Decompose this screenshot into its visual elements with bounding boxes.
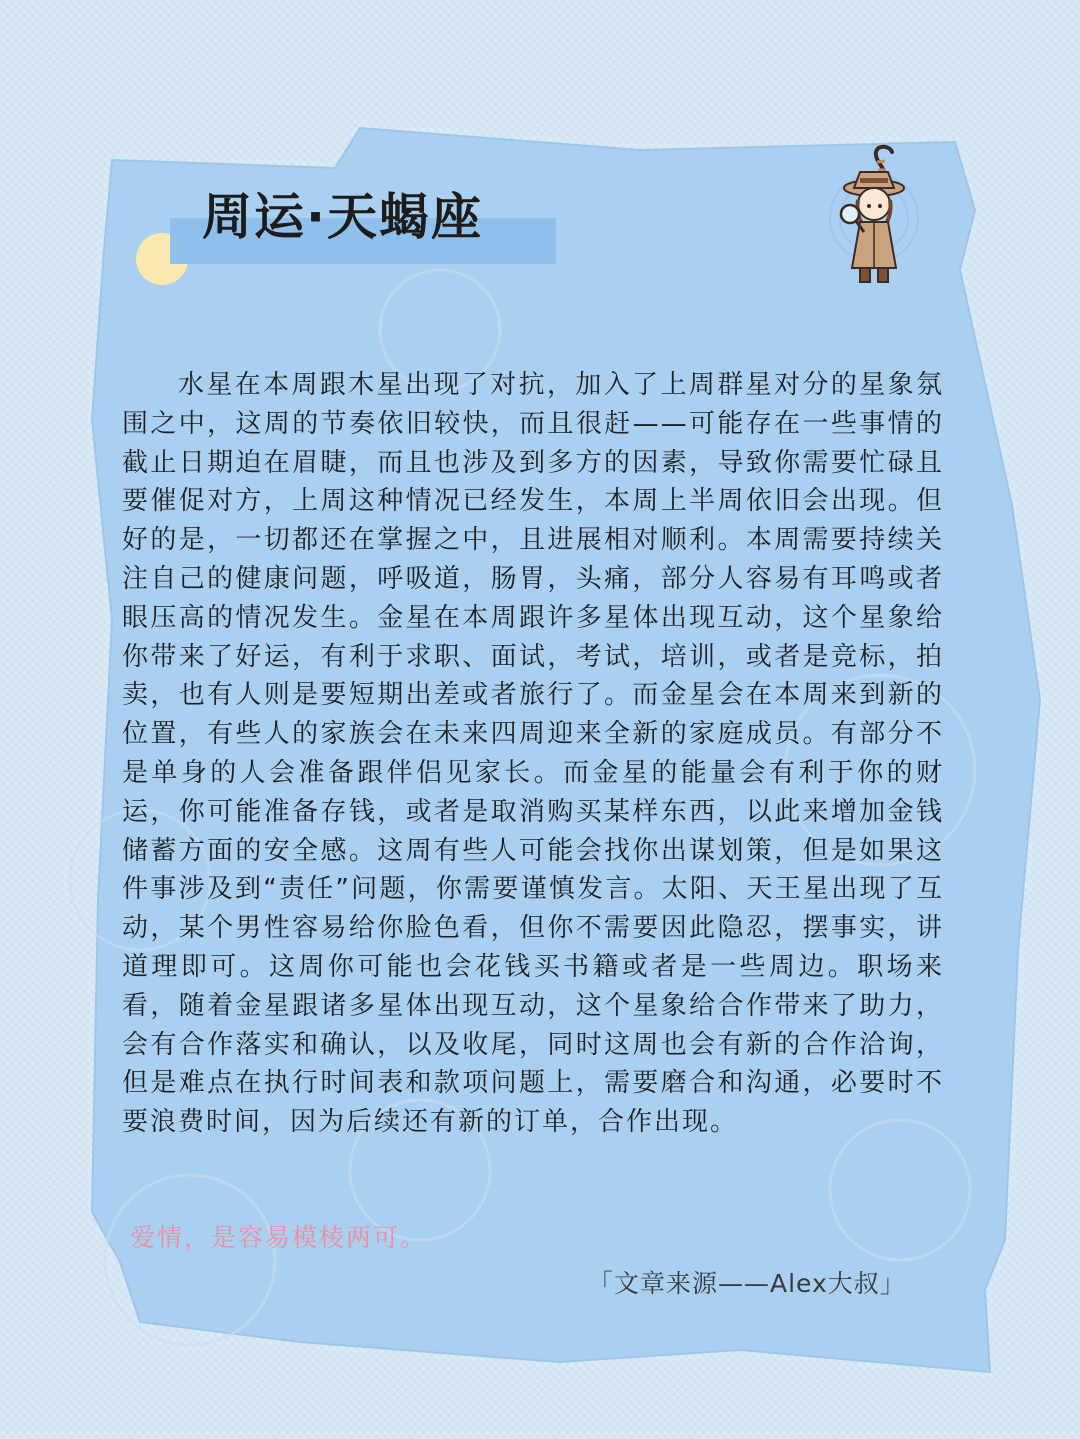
article-source-credit: 「文章来源——Alex大叔」 (588, 1269, 906, 1298)
page-title: 周运·天蝎座 (202, 188, 483, 246)
detective-scorpion-mascot-icon (806, 140, 936, 300)
love-summary-line: 爱情，是容易模棱两可。 (130, 1223, 428, 1252)
horoscope-body-text: 水星在本周跟木星出现了对抗，加入了上周群星对分的星象氛围之中，这周的节奏依旧较快，而且很赶——可能存在一些事情的截止日期迫在眉睫，而且也涉及到多方的因素，导致你需要忙碌且要催促对方，上周这种情况已经发生，本周上半周依旧会出现。但好的是，一切都还在掌握之中，且进展相对顺利。本周需要持续关注自己的健康问题，呼吸道，肠胃，头痛，部分人容易有耳鸣或者眼压高的情况发生。金星在本周跟许多星体出现互动，这个星象给你带来了好运，有利于求职、面试，考试，培训，或者是竞标，拍卖，也有人则是要短期出差或者旅行了。而金星会在本周来到新的位置，有些人的家族会在未来四周迎来全新的家庭成员。有部分不是单身的人会准备跟伴侣见家长。而金星的能量会有利于你的财运，你可能准备存钱，或者是取消购买某样东西，以此来增加金钱储蓄方面的安全感。这周有些人可能会找你出谋划策，但是如果这件事涉及到“责任”问题，你需要谨慎发言。太阳、天王星出现了互动，某个男性容易给你脸色看，但你不需要因此隐忍，摆事实，讲道理即可。这周你可能也会花钱买书籍或者是一些周边。职场来看，随着金星跟诸多星体出现互动，这个星象给合作带来了助力，会有合作落实和确认，以及收尾，同时这周也会有新的合作洽询，但是难点在执行时间表和款项问题上，需要磨合和沟通，必要时不要浪费时间，因为后续还有新的订单，合作出现。 (122, 370, 944, 1138)
